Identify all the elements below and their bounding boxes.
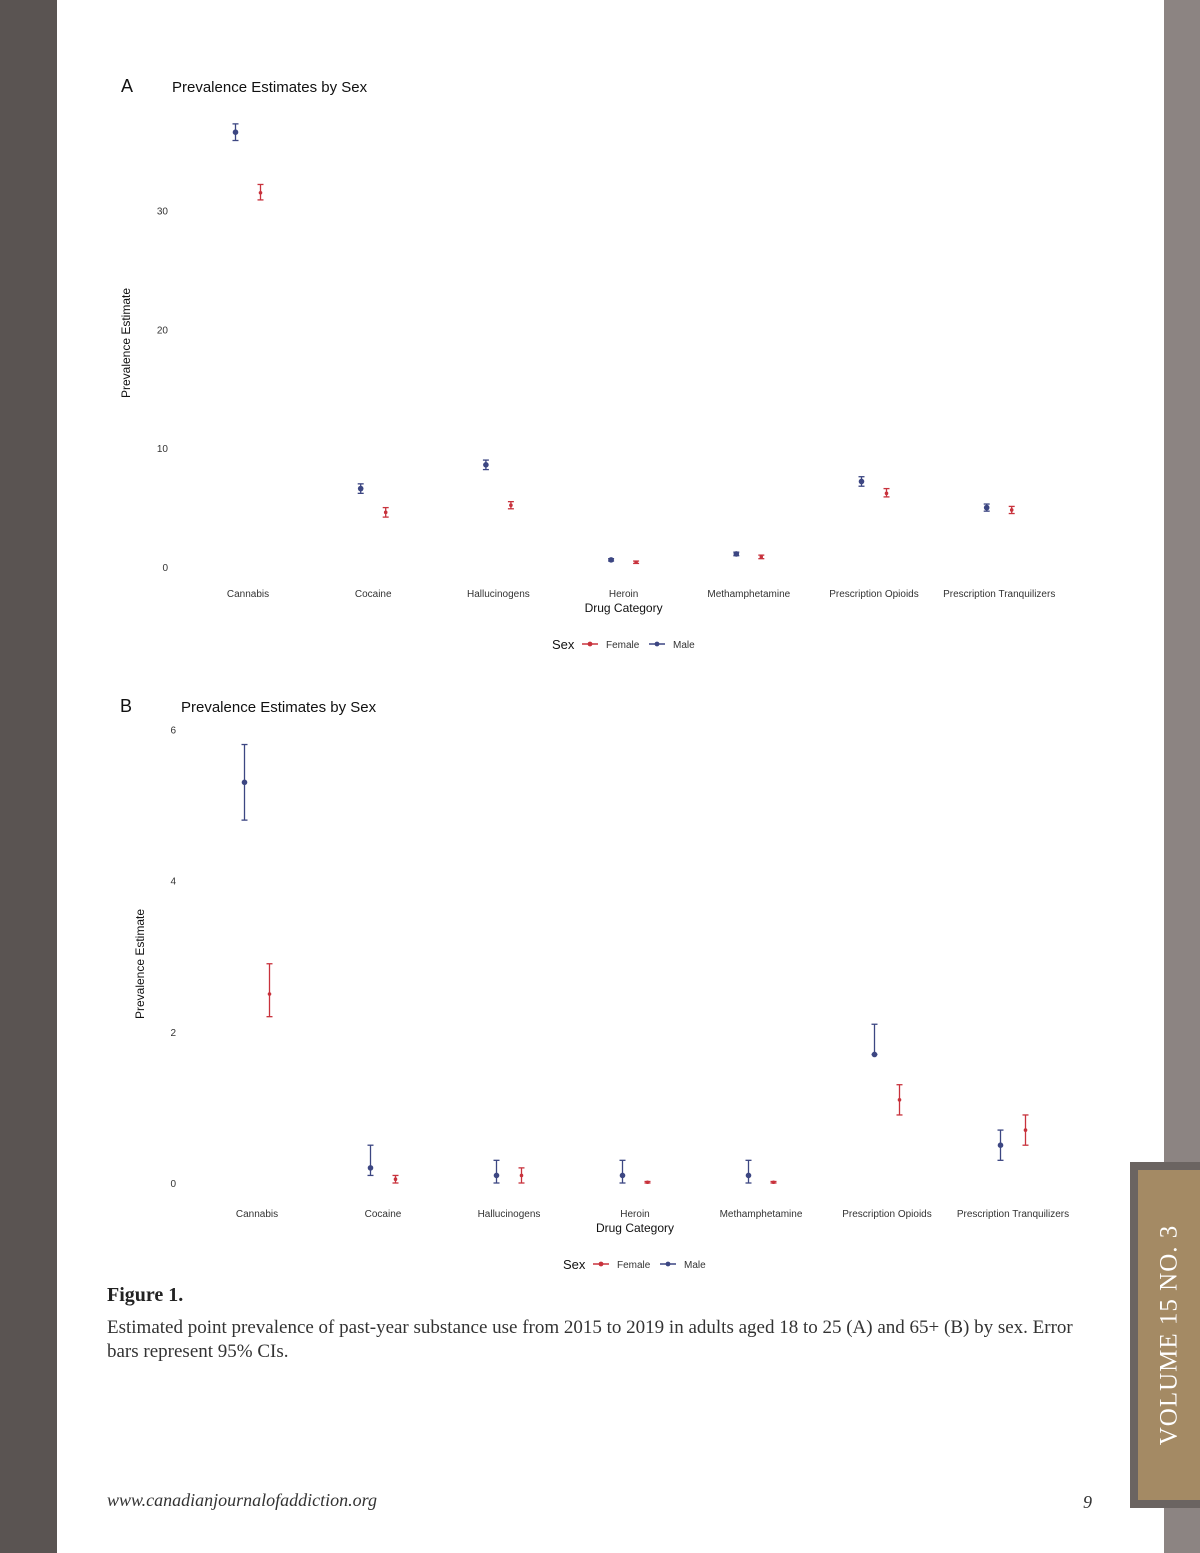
male-point <box>872 1052 878 1058</box>
female-point <box>646 1180 650 1184</box>
female-point <box>898 1098 902 1102</box>
female-point <box>394 1177 398 1181</box>
x-axis-title: Drug Category <box>595 1221 675 1235</box>
y-tick-label: 0 <box>162 563 168 574</box>
male-point <box>368 1165 374 1171</box>
legend-label-male: Male <box>684 1260 706 1271</box>
x-tick-label: Prescription Tranquilizers <box>943 589 1056 600</box>
y-tick-label: 30 <box>156 206 168 218</box>
legend-label-female: Female <box>606 640 640 651</box>
x-tick-label: Cocaine <box>354 589 392 600</box>
male-point <box>746 1173 752 1179</box>
chart-title: Prevalence Estimates by Sex <box>172 79 368 96</box>
y-tick-label: 10 <box>156 444 168 456</box>
male-point <box>998 1142 1004 1148</box>
chart-title: Prevalence Estimates by Sex <box>181 699 377 716</box>
x-tick-label: Prescription Opioids <box>842 1209 932 1220</box>
x-tick-label: Heroin <box>620 1209 650 1220</box>
x-tick-label: Cocaine <box>364 1209 402 1220</box>
y-tick-label: 6 <box>170 725 176 737</box>
legend-key-point-female <box>599 1262 604 1267</box>
x-axis-title: Drug Category <box>584 601 663 615</box>
x-tick-label: Methamphetamine <box>719 1209 803 1220</box>
x-tick-label: Hallucinogens <box>477 1209 541 1220</box>
legend-title: Sex <box>552 637 575 652</box>
page-number: 9 <box>1083 1492 1092 1512</box>
panel-letter: B <box>120 696 133 716</box>
footer-url[interactable]: www.canadianjournalofaddiction.org <box>107 1490 378 1510</box>
legend-label-male: Male <box>673 640 695 651</box>
female-point <box>268 992 272 996</box>
x-tick-label: Prescription Tranquilizers <box>956 1209 1070 1220</box>
male-point <box>242 780 248 786</box>
volume-text: VOLUME 15 NO. 3 <box>1155 1224 1183 1446</box>
y-axis-title: Prevalence Estimate <box>119 287 133 399</box>
x-tick-label: Cannabis <box>226 589 270 600</box>
legend-title: Sex <box>563 1257 586 1272</box>
female-point <box>772 1180 776 1184</box>
male-point <box>494 1173 500 1179</box>
y-tick-label: 2 <box>170 1027 176 1039</box>
x-tick-label: Methamphetamine <box>707 589 791 600</box>
figure-caption-title: Figure 1. <box>107 1284 184 1306</box>
y-axis-title: Prevalence Estimate <box>133 908 147 1020</box>
y-tick-label: 0 <box>170 1179 176 1190</box>
x-tick-label: Prescription Opioids <box>829 589 919 600</box>
y-tick-label: 4 <box>170 876 176 888</box>
x-tick-label: Heroin <box>608 589 639 600</box>
legend-label-female: Female <box>617 1260 651 1271</box>
male-point <box>620 1173 626 1179</box>
figure-caption-text: Estimated point prevalence of past-year substance use from 2015 to 2019 in adults aged 18 to 25 (A) and 65+ (B) by sex. Error bars represent 95% CIs. <box>107 1317 1073 1362</box>
panel-letter: A <box>121 76 134 96</box>
legend-key-point-male <box>666 1262 671 1267</box>
female-point <box>1024 1128 1028 1132</box>
x-tick-label: Cannabis <box>235 1209 279 1220</box>
x-tick-label: Hallucinogens <box>466 589 530 600</box>
female-point <box>520 1174 524 1178</box>
y-tick-label: 20 <box>156 325 168 337</box>
